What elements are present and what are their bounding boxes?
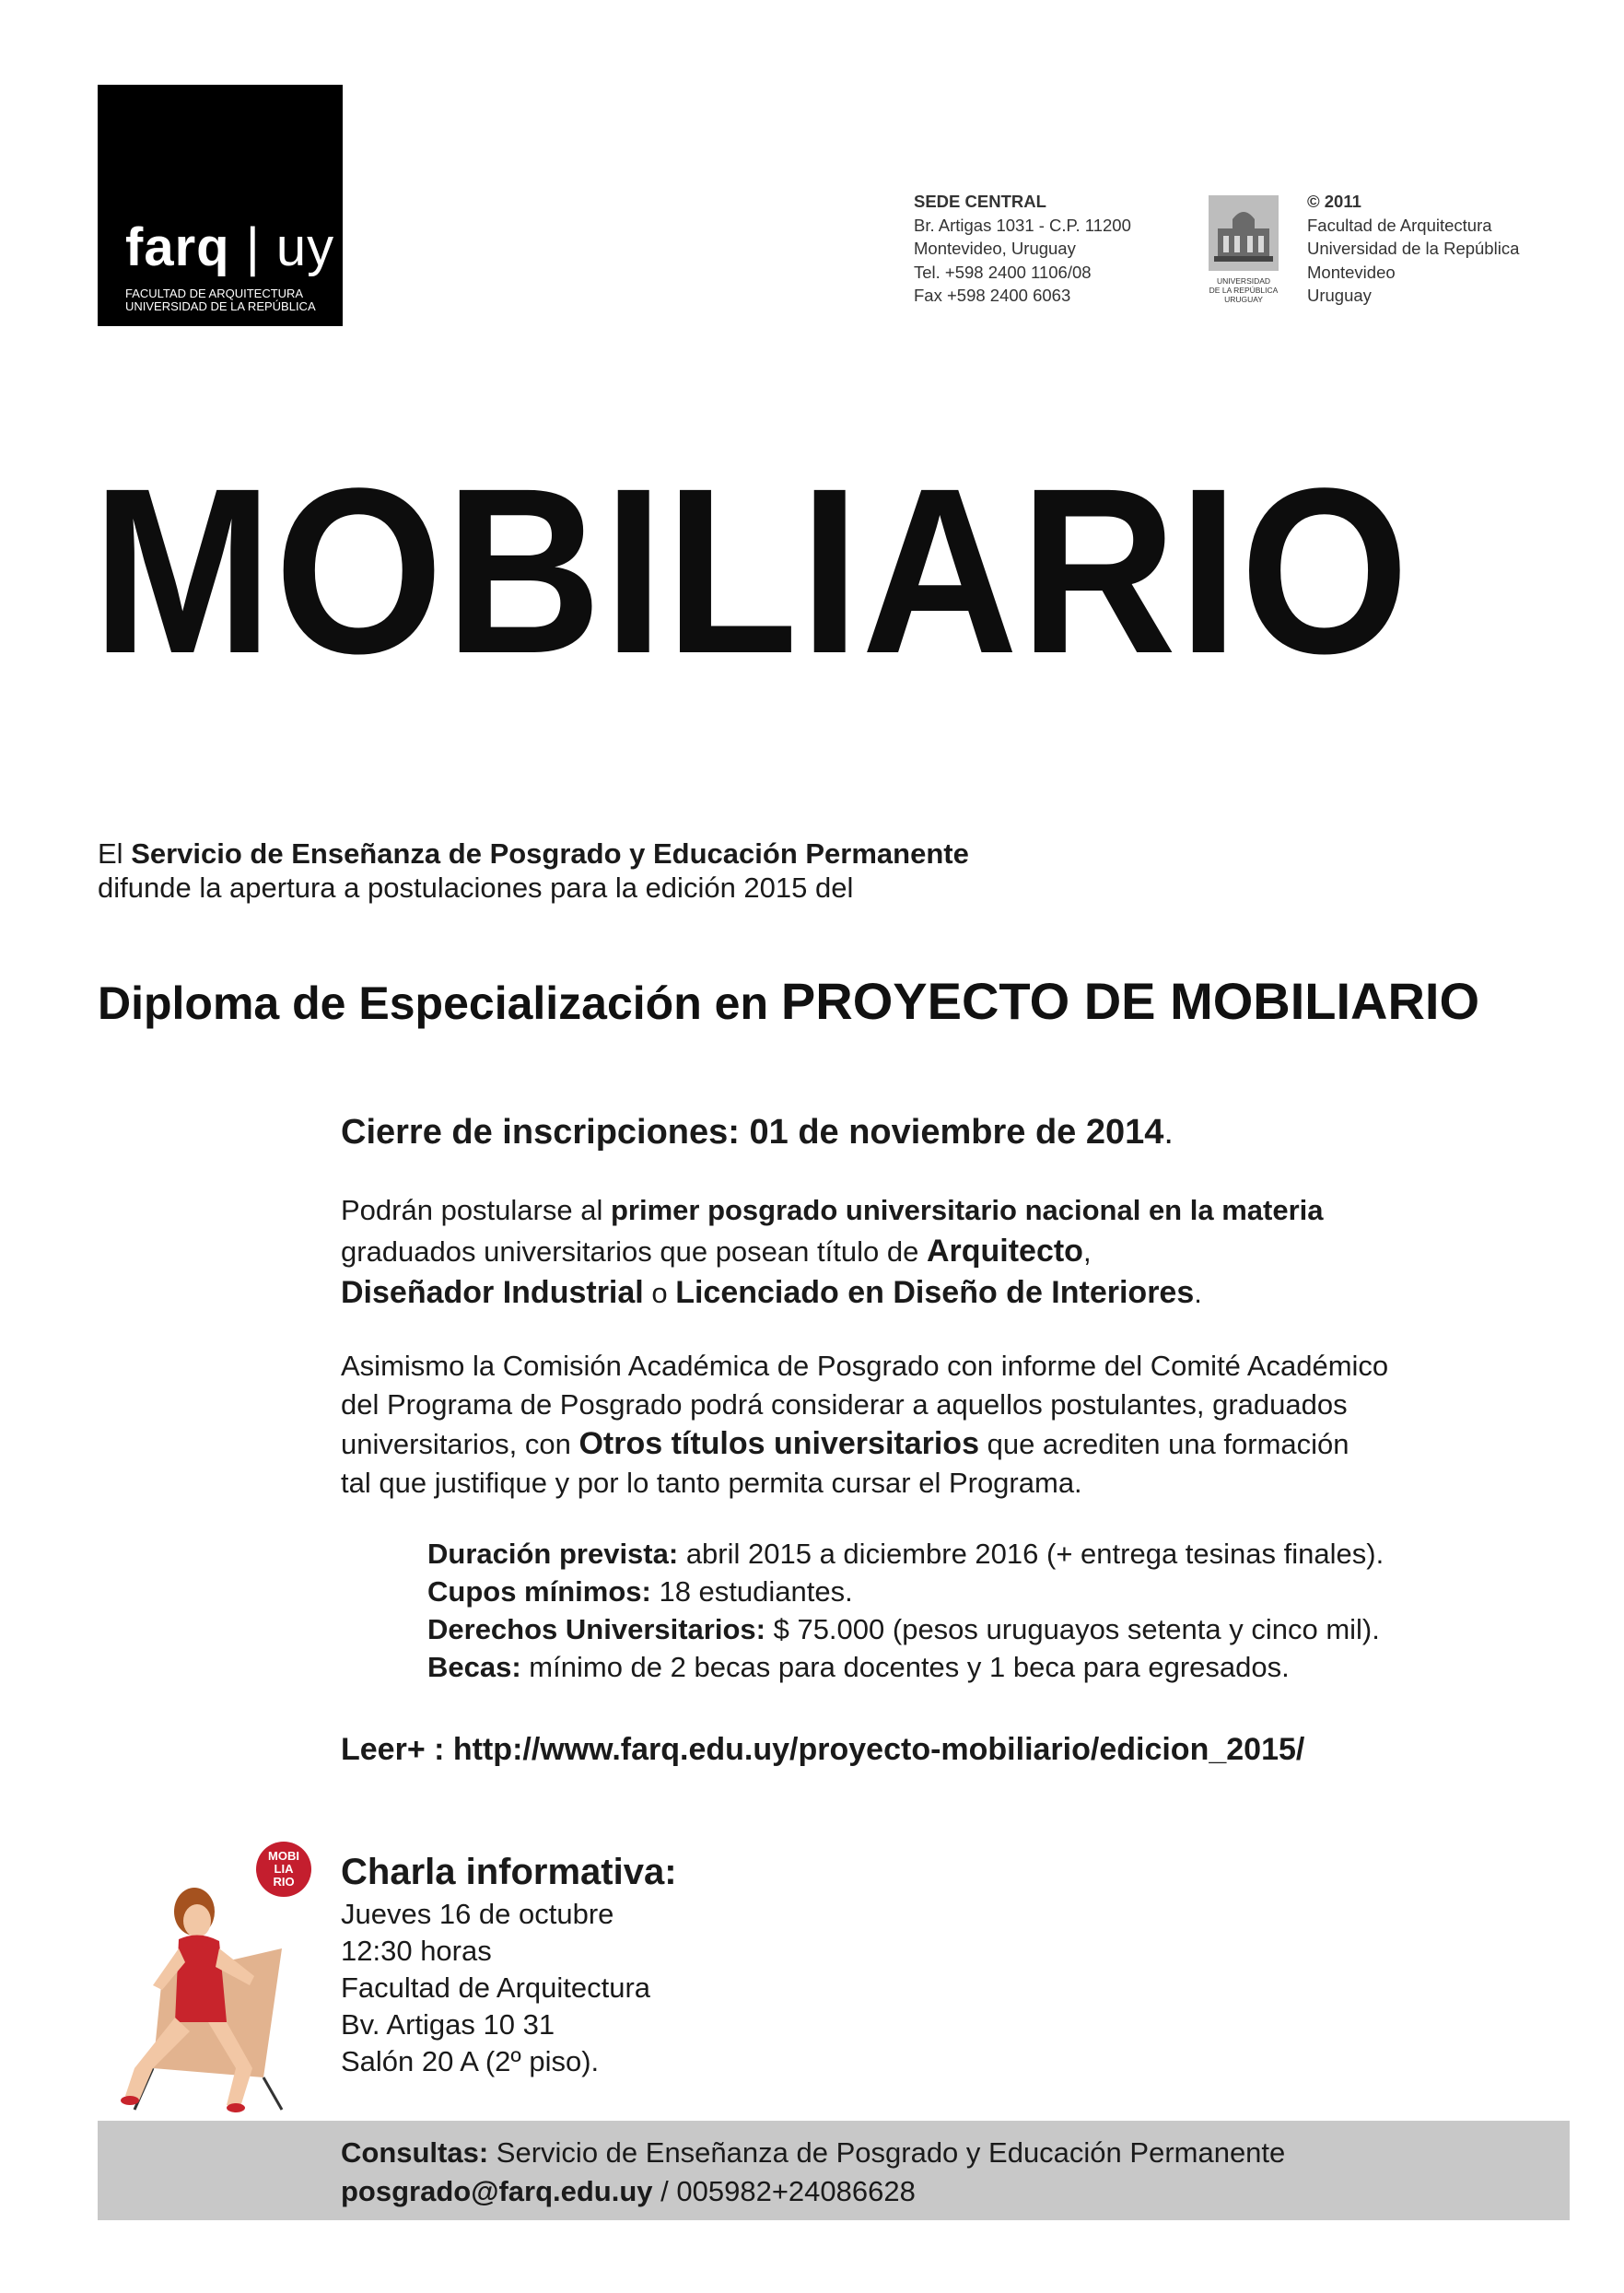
eligibility-paragraph bbox=[341, 1190, 1324, 1314]
badge-line1: MOBI bbox=[268, 1849, 299, 1863]
detail-quota bbox=[427, 1573, 1384, 1610]
udelar-caption-line1: UNIVERSIDAD bbox=[1216, 276, 1271, 286]
pinup-chair-illustration bbox=[98, 1838, 311, 2114]
p1-line3 bbox=[341, 1272, 1324, 1314]
detail-value: abril 2015 a diciembre 2016 (+ entrega tesinas finales). bbox=[678, 1538, 1384, 1570]
logo-subtitle-line2: UNIVERSIDAD DE LA REPÚBLICA bbox=[125, 299, 316, 313]
read-more-link[interactable]: Leer+ : http://www.farq.edu.uy/proyecto-mobiliario/edicion_2015/ bbox=[341, 1732, 1305, 1767]
p2-line3b: Otros títulos universitarios bbox=[578, 1426, 979, 1461]
info-session-details bbox=[341, 1896, 650, 2080]
intro-paragraph bbox=[98, 836, 969, 905]
logo-name-rest: | uy bbox=[229, 217, 335, 277]
page-title: MOBILIARIO bbox=[92, 439, 1411, 703]
udelar-caption bbox=[1196, 276, 1291, 304]
detail-value: $ 75.000 (pesos uruguayos setenta y cinco mil). bbox=[765, 1613, 1380, 1645]
p1-line2 bbox=[341, 1231, 1324, 1272]
p1-f: Diseñador Industrial bbox=[341, 1275, 644, 1310]
copyright-heading: © 2011 bbox=[1307, 192, 1361, 211]
deadline-text: Cierre de inscripciones: 01 de noviembre de 2014 bbox=[341, 1113, 1164, 1152]
p1-i: . bbox=[1194, 1277, 1202, 1309]
farq-logo bbox=[98, 85, 343, 326]
copyright-block bbox=[1307, 190, 1519, 308]
intro-service: Servicio de Enseñanza de Posgrado y Educación Permanente bbox=[131, 837, 969, 870]
detail-value: 18 estudiantes. bbox=[650, 1575, 853, 1608]
commission-paragraph bbox=[341, 1347, 1388, 1503]
p1-e: , bbox=[1082, 1235, 1092, 1268]
detail-duration bbox=[427, 1535, 1384, 1573]
detail-label: Duración prevista: bbox=[427, 1538, 679, 1570]
charla-line4: Bv. Artigas 10 31 bbox=[341, 2008, 555, 2041]
detail-fees bbox=[427, 1610, 1384, 1648]
badge-line2: LIA bbox=[274, 1862, 294, 1876]
diploma-heading bbox=[98, 971, 1479, 1031]
deadline bbox=[341, 1113, 1174, 1152]
contact-email[interactable]: posgrado@farq.edu.uy bbox=[341, 2175, 653, 2207]
program-details bbox=[427, 1535, 1384, 1686]
intro-line2: difunde la apertura a postulaciones para la edición 2015 del bbox=[98, 872, 854, 904]
p1-b: primer posgrado universitario nacional en la materia bbox=[610, 1194, 1324, 1226]
contact-line1 bbox=[341, 2134, 1285, 2172]
deadline-dot: . bbox=[1163, 1113, 1174, 1152]
p2-line3a: universitarios, con bbox=[341, 1428, 579, 1460]
charla-line1: Jueves 16 de octubre bbox=[341, 1898, 614, 1930]
contact-phone: / 005982+24086628 bbox=[652, 2175, 916, 2207]
copyright-line2: Universidad de la República bbox=[1307, 239, 1520, 258]
logo-wordmark bbox=[125, 216, 334, 278]
sede-line2: Montevideo, Uruguay bbox=[914, 239, 1076, 258]
info-session-title: Charla informativa: bbox=[341, 1852, 677, 1892]
detail-value: mínimo de 2 becas para docentes y 1 beca para egresados. bbox=[520, 1651, 1290, 1683]
intro-line1 bbox=[98, 836, 969, 871]
p2-line3 bbox=[341, 1424, 1388, 1464]
p1-a: Podrán postularse al bbox=[341, 1194, 611, 1226]
contact-label: Consultas: bbox=[341, 2136, 489, 2169]
detail-scholarships bbox=[427, 1648, 1384, 1686]
badge-line3: RIO bbox=[273, 1875, 295, 1889]
p1-c: graduados universitarios que posean título de bbox=[341, 1235, 927, 1268]
logo-name-bold: farq bbox=[125, 217, 230, 277]
copyright-line4: Uruguay bbox=[1307, 286, 1372, 305]
detail-label: Cupos mínimos: bbox=[427, 1575, 651, 1608]
contact-line2 bbox=[341, 2172, 1285, 2211]
logo-subtitle-line1: FACULTAD DE ARQUITECTURA bbox=[125, 287, 304, 300]
copyright-line1: Facultad de Arquitectura bbox=[1307, 215, 1492, 235]
p1-g: o bbox=[643, 1277, 676, 1309]
contact-service: Servicio de Enseñanza de Posgrado y Educación Permanente bbox=[488, 2136, 1286, 2169]
logo-subtitle bbox=[125, 287, 316, 313]
contact-text bbox=[341, 2134, 1285, 2211]
sede-address bbox=[914, 190, 1131, 308]
p2-line1: Asimismo la Comisión Académica de Posgrado con informe del Comité Académico bbox=[341, 1350, 1389, 1382]
udelar-caption-line3: URUGUAY bbox=[1224, 295, 1263, 304]
sede-heading: SEDE CENTRAL bbox=[914, 192, 1046, 211]
p1-d: Arquitecto bbox=[926, 1234, 1083, 1269]
p2-line2: del Programa de Posgrado podrá considerar a aquellos postulantes, graduados bbox=[341, 1388, 1348, 1421]
detail-label: Becas: bbox=[427, 1651, 521, 1683]
p1-line1 bbox=[341, 1190, 1324, 1231]
sede-line4: Fax +598 2400 6063 bbox=[914, 286, 1071, 305]
sede-line1: Br. Artigas 1031 - C.P. 11200 bbox=[914, 215, 1131, 235]
charla-line2: 12:30 horas bbox=[341, 1935, 492, 1967]
contact-footer bbox=[98, 2121, 1570, 2220]
intro-prefix: El bbox=[98, 837, 132, 870]
p2-line3c: que acrediten una formación bbox=[978, 1428, 1349, 1460]
p2-line4: tal que justifique y por lo tanto permita cursar el Programa. bbox=[341, 1467, 1082, 1499]
copyright-line3: Montevideo bbox=[1307, 262, 1396, 282]
charla-line3: Facultad de Arquitectura bbox=[341, 1971, 651, 2004]
charla-line5: Salón 20 A (2º piso). bbox=[341, 2045, 600, 2077]
diploma-name: PROYECTO DE MOBILIARIO bbox=[780, 972, 1480, 1030]
udelar-caption-line2: DE LA REPÚBLICA bbox=[1209, 286, 1279, 295]
detail-label: Derechos Universitarios: bbox=[427, 1613, 765, 1645]
p1-h: Licenciado en Diseño de Interiores bbox=[675, 1275, 1195, 1310]
diploma-prefix: Diploma de Especialización en bbox=[98, 977, 781, 1029]
sede-line3: Tel. +598 2400 1106/08 bbox=[914, 262, 1092, 282]
